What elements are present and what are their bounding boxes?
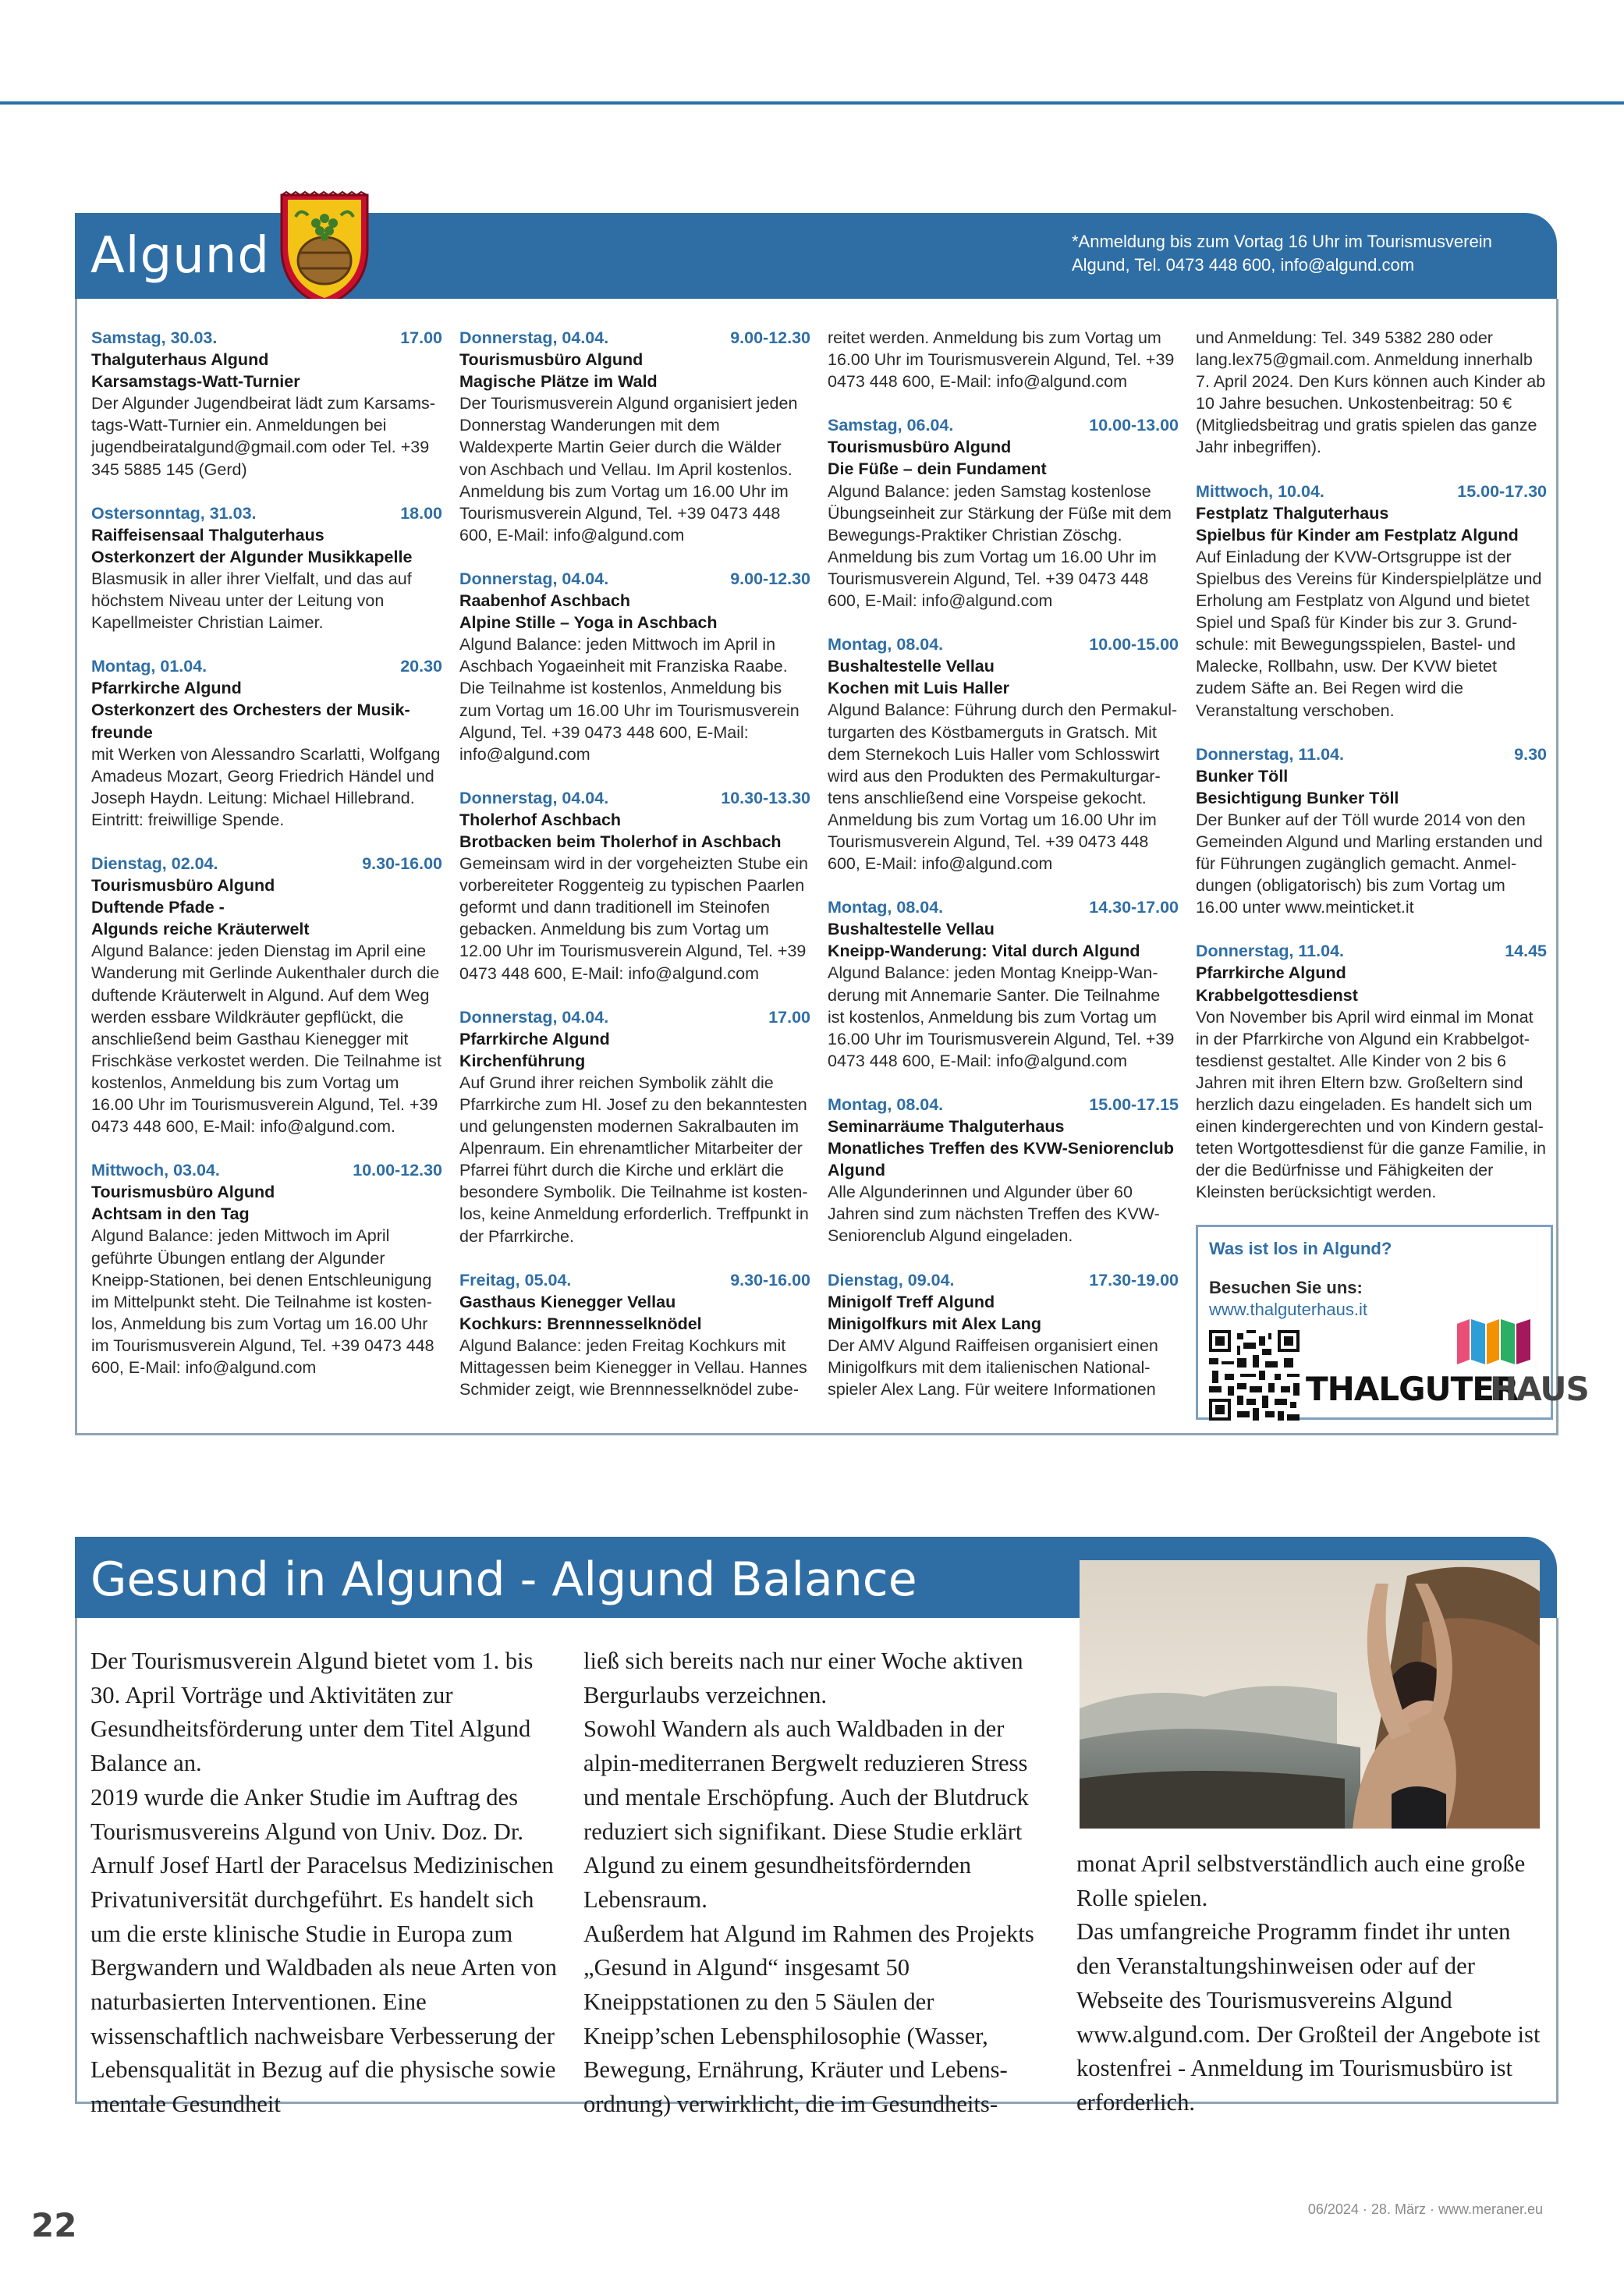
event-date: Donnerstag, 11.04. xyxy=(1196,942,1344,961)
event-location: Tourismusbüro Algund xyxy=(828,438,1012,457)
event-item xyxy=(91,502,442,634)
section-title: Algund xyxy=(90,227,270,285)
event-description: Auf Einladung der KVW-Ortsgruppe ist der Spielbus des Vereins für Kinderspielplätze und Erholung am Festplatz von Algund und bietet Spiel und Spaß für Kinder bis zur 3. Grundschule: mit Bewegungsspielen, Bastel- und Malecke, Rollbahn, usw. Der KVW bietet zudem Säfte an. Bei Regen wird die Veranstaltung verschoben. xyxy=(1196,547,1542,720)
event-title: Magische Plätze im Wald xyxy=(459,372,658,392)
article-paragraph: Außerdem hat Algund im Rahmen des Projekts „Gesund in Algund“ insgesamt 50 Kneippstationen zu den 5 Säulen der Kneipp’schen Lebensphilosophie (Wasser, Bewegung, Ernährung, Kräuter und Lebensordnung) verwirklicht, die im Gesundheits- xyxy=(583,1920,1034,2118)
event-location: Pfarrkirche Algund xyxy=(459,1029,610,1048)
event-title: Minigolfkurs mit Alex Lang xyxy=(828,1314,1041,1333)
event-date-row xyxy=(459,787,810,809)
event-item xyxy=(91,1159,442,1378)
event-date-row xyxy=(91,502,442,524)
event-date: Donnerstag, 04.04. xyxy=(459,569,609,588)
event-date: Ostersonntag, 31.03. xyxy=(91,503,257,523)
article-paragraph: 2019 wurde die Anker Studie im Auftrag des Tourismusvereins Algund von Univ. Doz. Dr. Arnulf Josef Hartl der Paracelsus Medizinischen Privatuniversität durchgeführt. Es handelt sich um die erste klinische Studie in Europa zum Bergwandern und Waldbaden als neue Arten von naturbasierten Interventionen. Eine wissenschaftlich nachweisbare Verbesserung der Lebensqualität in Bezug auf die physische sowie mentale Gesundheit xyxy=(90,1783,557,2118)
article-paragraph: Das umfangreiche Programm findet ihr unten den Veranstaltungshinweisen oder auf der Webseite des Tourismusvereins Algund www.algund.com. Der Großteil der Angebote ist kostenfrei - Anmeldung im Tourismusbüro ist erforderlich. xyxy=(1076,1918,1541,2116)
event-title: Kochkurs: Brennnesselknödel xyxy=(459,1314,702,1333)
event-date: Mittwoch, 10.04. xyxy=(1196,481,1324,501)
events-column-1 xyxy=(91,327,442,1400)
event-time: 9.30-16.00 xyxy=(730,1270,810,1289)
event-date: Montag, 08.04. xyxy=(828,1094,944,1114)
event-description: Blasmusik in aller ihrer Vielfalt, und das auf höchstem Niveau unter der Leitung von Kapellmeister Christian Laimer. xyxy=(91,569,412,633)
event-date-row xyxy=(1196,940,1547,962)
event-date: Montag, 08.04. xyxy=(828,635,944,655)
event-item xyxy=(828,896,1179,1072)
event-date: Donnerstag, 11.04. xyxy=(1196,744,1344,764)
events-column-4-list xyxy=(1196,327,1547,1203)
event-date-row xyxy=(459,1269,810,1291)
events-box xyxy=(75,299,1589,1435)
event-item xyxy=(459,1006,810,1247)
event-time: 17.00 xyxy=(768,1007,810,1027)
registration-note xyxy=(1072,230,1540,277)
event-date-row xyxy=(1196,481,1547,502)
event-description: Algund Balance: Führung durch den Permakulturgarten des Köstbamerguts in Gratsch. Mit dem Sternekoch Luis Haller vom Schlosswirt wird aus den Produkten des Permakulturgartens anschließend eine Vorspeise gekocht. Anmeldung bis zum Vortag um 16.00 Uhr im Tourismusverein Algund, Tel. +39 0473 448 600, E-Mail: info@algund.com xyxy=(828,701,1178,874)
event-item xyxy=(828,414,1179,612)
event-date-row xyxy=(91,655,442,677)
event-title: Kneipp-Wanderung: Vital durch Algund xyxy=(828,942,1140,961)
event-time: 10.30-13.30 xyxy=(721,788,810,807)
event-date-row xyxy=(828,414,1179,436)
event-date-row xyxy=(828,1269,1179,1291)
event-date: Donnerstag, 04.04. xyxy=(459,328,609,347)
event-date-row xyxy=(459,1006,810,1028)
event-location: Pfarrkirche Algund xyxy=(91,679,242,698)
event-title: Osterkonzert der Algunder Musikkapelle xyxy=(91,547,413,566)
event-title: Kochen mit Luis Haller xyxy=(828,679,1009,698)
event-item xyxy=(828,1094,1179,1247)
event-time: 9.30-16.00 xyxy=(362,853,442,873)
page-number: 22 xyxy=(31,2206,77,2244)
event-date: Donnerstag, 04.04. xyxy=(459,788,609,807)
event-time: 9.00-12.30 xyxy=(730,569,810,588)
event-item xyxy=(828,633,1179,874)
event-time: 20.30 xyxy=(400,657,442,676)
event-date: Mittwoch, 03.04. xyxy=(91,1161,220,1180)
event-location: Raiffeisensaal Thalguterhaus xyxy=(91,525,324,545)
event-description: Der Algunder Jugendbeirat lädt zum Karsamstags-Watt-Turnier ein. Anmeldungen bei jugendbeiratalgund@gmail.com oder Tel. +39 345 5885 145 (Gerd) xyxy=(91,394,435,479)
event-location: Bunker Töll xyxy=(1196,766,1289,786)
article-paragraph: Sowohl Wandern als auch Waldbaden in der alpin-mediterranen Bergwelt reduzieren Stress und mentale Erschöpfung. Auch der Blutdruck reduziert sich signifikant. Diese Studie erklärt Algund zu einem gesundheitsfördernden Lebensraum. xyxy=(583,1715,1029,1913)
info-url-link[interactable]: www.thalguterhaus.it xyxy=(1209,1300,1367,1320)
event-item xyxy=(828,1269,1179,1401)
event-date: Montag, 08.04. xyxy=(828,898,944,917)
event-title: Spielbus für Kinder am Festplatz Algund xyxy=(1196,525,1519,545)
event-title: Monatliches Treffen des KVW-Seniorenclub Algund xyxy=(828,1139,1174,1180)
event-title: Alpine Stille – Yoga in Aschbach xyxy=(459,613,718,633)
event-date: Donnerstag, 04.04. xyxy=(459,1007,609,1027)
yoga-woman-photo xyxy=(1080,1560,1540,1829)
event-time: 10.00-15.00 xyxy=(1089,635,1179,655)
top-rule xyxy=(0,101,1624,105)
event-title: Krabbelgottesdienst xyxy=(1196,985,1358,1005)
info-visit-label: Besuchen Sie uns: xyxy=(1209,1278,1363,1298)
events-column-2 xyxy=(459,327,810,1422)
event-date-row xyxy=(1196,743,1547,765)
event-location: Gasthaus Kienegger Vellau xyxy=(459,1292,676,1311)
event-time: 9.30 xyxy=(1514,744,1547,764)
section2-title: Gesund in Algund - Algund Balance xyxy=(90,1552,917,1607)
event-description: reitet werden. Anmeldung bis zum Vortag um 16.00 Uhr im Tourismusverein Algund, Tel. +39 0473 448 600, E-Mail: info@algund.com xyxy=(828,328,1175,392)
event-description: mit Werken von Alessandro Scarlatti, Wolfgang Amadeus Mozart, Georg Friedrich Händel und Joseph Haydn. Leitung: Michael Hillebrand. Eintritt: freiwillige Spende. xyxy=(91,744,441,829)
event-time: 10.00-12.30 xyxy=(353,1161,442,1180)
event-location: Minigolf Treff Algund xyxy=(828,1292,995,1311)
event-title: Die Füße – dein Fundament xyxy=(828,459,1047,479)
event-description: und Anmeldung: Tel. 349 5382 280 oder lang.lex75@gmail.com. Anmeldung innerhalb 7. April 2024. Den Kurs können auch Kinder ab 10 Jahre besuchen. Unkostenbeitrag: 50 € (Mitgliedsbeitrag und gratis spielen das ganze Jahr inbegriffen). xyxy=(1196,328,1546,457)
event-item xyxy=(91,327,442,481)
article-paragraph: monat April selbstverständlich auch eine große Rolle spielen. xyxy=(1076,1850,1526,1911)
article-column-2 xyxy=(583,1644,1056,2122)
event-item xyxy=(459,327,810,546)
info-question: Was ist los in Algund? xyxy=(1209,1239,1392,1259)
event-time: 17.30-19.00 xyxy=(1089,1270,1179,1289)
event-title: Kirchenführung xyxy=(459,1051,586,1070)
svg-text:HAUS: HAUS xyxy=(1490,1370,1589,1409)
article-column-1 xyxy=(90,1644,563,2122)
event-title: Algunds reiche Kräuterwelt xyxy=(91,920,310,939)
event-item xyxy=(459,1269,810,1401)
event-time: 18.00 xyxy=(400,503,442,523)
event-location: Pfarrkirche Algund xyxy=(1196,963,1346,983)
event-title: Karsamstags-Watt-Turnier xyxy=(91,372,300,392)
event-location: Seminarräume Thalguterhaus xyxy=(828,1117,1065,1136)
footer-issue-info: 06/2024 · 28. März · www.meraner.eu xyxy=(1307,2201,1543,2217)
event-date: Montag, 01.04. xyxy=(91,657,207,676)
event-location: Bushaltestelle Vellau xyxy=(828,920,995,939)
event-description: Der Tourismusverein Algund organisiert jeden Donnerstag Wanderungen mit dem Waldexperte Martin Geier durch die Wälder von Aschbach und Vellau. Im April kostenlos. Anmeldung bis zum Vortag um 16.00 Uhr im Tourismusverein Algund, Tel. +39 0473 448 600, E-Mail: info@algund.com xyxy=(459,394,798,545)
event-title: Achtsam in den Tag xyxy=(91,1204,250,1224)
event-description: Algund Balance: jeden Freitag Kochkurs mit Mittagessen beim Kienegger in Vellau. Hannes Schmider zeigt, wie Brennnesselknödel zube- xyxy=(459,1336,807,1399)
event-location: Festplatz Thalguterhaus xyxy=(1196,503,1389,523)
event-time: 15.00-17.15 xyxy=(1089,1094,1179,1114)
event-location: Bushaltestelle Vellau xyxy=(828,657,995,676)
event-description: Alle Algunderinnen und Algunder über 60 Jahren sind zum nächsten Treffen des KVW-Seniorenclub Algund eingeladen. xyxy=(828,1183,1160,1246)
event-item xyxy=(1196,481,1547,722)
event-description: Algund Balance: jeden Mittwoch im April geführte Übungen entlang der Algunder Kneipp-Stationen, bei denen Entschleunigung im Mittelpunkt steht. Die Teilnahme ist kostenlos, Anmeldung bis zum Vortag um 16.00 Uhr im Tourismusverein Algund, Tel. +39 0473 448 600, E-Mail: info@algund.com xyxy=(91,1226,434,1378)
event-description: Der AMV Algund Raiffeisen organisiert einen Minigolfkurs mit dem italienischen Nationalspieler Alex Lang. Für weitere Informationen xyxy=(828,1336,1158,1399)
events-column-3 xyxy=(828,327,1179,1422)
event-date-row xyxy=(91,1159,442,1181)
event-time: 15.00-17.30 xyxy=(1457,481,1547,501)
events-column-4 xyxy=(1196,327,1589,1420)
event-title: Brotbacken beim Tholerhof in Aschbach xyxy=(459,832,782,851)
event-date-row xyxy=(459,568,810,590)
note-line-2: Algund, Tel. 0473 448 600, info@algund.com xyxy=(1072,255,1415,275)
event-date-row xyxy=(91,853,442,874)
event-title: Duftende Pfade - xyxy=(91,898,225,917)
event-date-row xyxy=(459,327,810,349)
event-title: Besichtigung Bunker Töll xyxy=(1196,788,1399,807)
event-description: Auf Grund ihrer reichen Symbolik zählt die Pfarrkirche zum Hl. Josef zu den bekanntesten und gelungensten modernen Sakralbauten im Alpenraum. Ein ehrenamtlicher Mitarbeiter der Pfarrei führt durch die Kirche und erklärt die besondere Symbolik. Die Teilnahme ist kostenlos, keine Anmeldung erforderlich. Treffpunkt in der Pfarrkirche. xyxy=(459,1073,809,1246)
event-date: Dienstag, 02.04. xyxy=(91,853,218,873)
algund-coat-of-arms-icon xyxy=(277,192,372,309)
event-description: Von November bis April wird einmal im Monat in der Pfarrkirche von Algund ein Krabbelgottesdienst gestaltet. Alle Kinder von 2 bis 6 Jahren mit ihren Eltern bzw. Großeltern sind herzlich dazu eingeladen. Es handelt sich um einen kindergerechten und von Kindern gestalteten Wortgottesdienst für die ganze Familie, in der die Bedürfnisse und Fähigkeiten der Kleinsten berücksichtigt werden. xyxy=(1196,1007,1546,1202)
event-title: Osterkonzert des Orchesters der Musikfreunde xyxy=(91,701,410,742)
event-date: Samstag, 30.03. xyxy=(91,328,218,347)
event-description: Algund Balance: jeden Dienstag im April eine Wanderung mit Gerlinde Aukenthaler durch die duftende Kräuterwelt in Algund. Auf dem Weg werden essbare Wildkräuter gepflückt, die anschließend beim Gasthau Kienegger mit Frischkäse verkostet werden. Die Teilnahme ist kostenlos, Anmeldung bis zum Vortag um 16.00 Uhr im Tourismusverein Algund, Tel. +39 0473 448 600, E-Mail: info@algund.com. xyxy=(91,942,441,1137)
event-date: Samstag, 06.04. xyxy=(828,416,954,435)
event-description: Algund Balance: jeden Mittwoch im April in Aschbach Yogaeinheit mit Franziska Raabe. Die Teilnahme ist kostenlos, Anmeldung bis zum Vortag um 16.00 Uhr im Tourismusverein Algund, Tel. +39 0473 448 600, E-Mail: info@algund.com xyxy=(459,635,800,764)
event-date-row xyxy=(828,633,1179,655)
event-date: Dienstag, 09.04. xyxy=(828,1270,955,1289)
event-time: 14.30-17.00 xyxy=(1089,898,1179,917)
event-item xyxy=(91,655,442,831)
svg-text:THALGUTER: THALGUTER xyxy=(1306,1370,1519,1409)
event-item xyxy=(91,853,442,1137)
event-date-row xyxy=(828,896,1179,918)
article-column-3 xyxy=(1076,1847,1549,2120)
event-date-row xyxy=(828,1094,1179,1116)
event-description: Algund Balance: jeden Samstag kostenlose Übungseinheit zur Stärkung der Füße mit dem Bewegungs-Praktiker Christian Zöschg. Anmeldung bis zum Vortag um 16.00 Uhr im Tourismusverein Algund, Tel. +39 0473 448 600, E-Mail: info@algund.com xyxy=(828,481,1172,611)
event-item xyxy=(1196,327,1547,459)
event-time: 10.00-13.00 xyxy=(1089,416,1179,435)
qr-code-icon xyxy=(1209,1330,1300,1421)
event-description: Der Bunker auf der Töll wurde 2014 von den Gemeinden Algund und Marling erstanden und für Führungen zugänglich gemacht. Anmeldungen (obligatorisch) bis zum Vortag um 16.00 unter www.meinticket.it xyxy=(1196,810,1543,917)
event-location: Raabenhof Aschbach xyxy=(459,591,631,611)
event-description: Gemeinsam wird in der vorgeheizten Stube ein vorbereiteter Roggenteig zu typischen Paarlen geformt und dann traditionell im Steinofen gebacken. Anmeldung bis zum Vortag um 12.00 Uhr im Tourismusverein Algund, Tel. +39 0473 448 600, E-Mail: info@algund.com xyxy=(459,854,808,983)
event-location: Tholerhof Aschbach xyxy=(459,810,622,829)
event-time: 9.00-12.30 xyxy=(730,328,810,347)
event-location: Tourismusbüro Algund xyxy=(91,876,275,896)
article-paragraph: Der Tourismusverein Algund bietet vom 1. bis 30. April Vorträge und Aktivitäten zur Gesundheitsförderung unter dem Titel Algund Balance an. xyxy=(90,1648,534,1777)
event-item xyxy=(459,787,810,984)
event-item xyxy=(459,568,810,765)
event-item xyxy=(828,327,1179,392)
event-time: 17.00 xyxy=(400,328,442,347)
note-line-1: *Anmeldung bis zum Vortag 16 Uhr im Tourismusverein xyxy=(1072,232,1492,251)
event-location: Tourismusbüro Algund xyxy=(91,1183,275,1202)
info-box xyxy=(1196,1225,1589,1420)
event-location: Thalguterhaus Algund xyxy=(91,350,269,370)
event-date: Freitag, 05.04. xyxy=(459,1270,572,1289)
event-description: Algund Balance: jeden Montag Kneipp-Wanderung mit Annemarie Santer. Die Teilnahme ist kostenlos, Anmeldung bis zum Vortag um 16.00 Uhr im Tourismusverein Algund, Tel. +39 0473 448 600, E-Mail: info@algund.com xyxy=(828,963,1175,1070)
event-item xyxy=(1196,743,1547,919)
event-location: Tourismusbüro Algund xyxy=(459,350,644,370)
thalguterhaus-logo xyxy=(1304,1319,1589,1411)
event-date-row xyxy=(91,327,442,349)
event-item xyxy=(1196,940,1547,1203)
event-time: 14.45 xyxy=(1505,942,1547,961)
article-paragraph: ließ sich bereits nach nur einer Woche aktiven Bergurlaubs verzeichnen. xyxy=(583,1648,1023,1708)
